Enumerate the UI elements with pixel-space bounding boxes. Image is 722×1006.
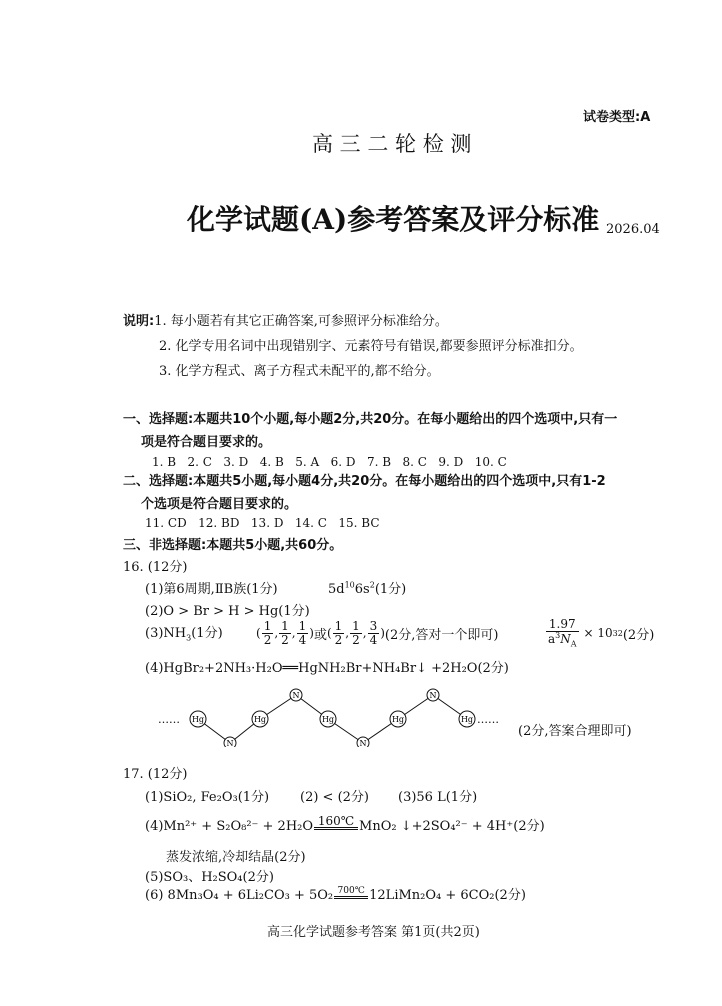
q16-config-part: 5d [328, 582, 345, 597]
numerator: 1 [298, 619, 307, 633]
fraction [333, 620, 345, 646]
density-denominator [546, 632, 579, 649]
n-label: N [226, 739, 234, 747]
q16-chain-note: (2分,答案合理即可) [518, 724, 632, 739]
page-title: 化学试题(A)参考答案及评分标准 [187, 203, 600, 236]
den-a: a [548, 631, 556, 646]
q16-answer-3 [145, 622, 223, 643]
density-numerator: 1.97 [546, 618, 579, 632]
numerator: 3 [369, 619, 378, 633]
denominator: 2 [281, 632, 289, 647]
equals-sign [334, 896, 368, 899]
reaction-condition [314, 815, 358, 834]
denominator: 4 [298, 632, 307, 647]
comma: , [362, 626, 367, 641]
n-label: N [292, 691, 300, 700]
equation-products: MnO₂ ↓+2SO₄²⁻ + 4H⁺(2分) [359, 819, 545, 834]
hg-atom [390, 711, 406, 727]
n-atom [224, 737, 236, 747]
q16-answer-1b [328, 578, 406, 597]
hg-label: Hg [460, 715, 474, 724]
numerator: 1 [352, 619, 360, 633]
den-sub: A [570, 638, 577, 648]
q16-config-part: 6s [354, 582, 370, 597]
numerator: 1 [334, 619, 343, 633]
page-footer: 高三化学试题参考答案 第1页(共2页) [267, 925, 480, 940]
note-item: 2. 化学专用名词中出现错别字、元素符号有错误,都要参照评分标准扣分。 [159, 339, 583, 354]
n-atom [290, 689, 302, 701]
comma: , [345, 626, 350, 641]
q16-nh3: (3)NH [145, 626, 187, 641]
n-label: N [429, 691, 437, 700]
hg-atom [190, 711, 206, 727]
fraction [297, 620, 309, 646]
density-score: (2分) [622, 627, 655, 643]
fraction [279, 620, 291, 646]
section3-heading: 三、非选择题:本题共5小题,共60分。 [123, 538, 343, 553]
q17-answer-4 [145, 815, 545, 834]
q16-nh3-sub: 3 [186, 633, 192, 643]
numerator: 1 [281, 619, 289, 633]
equation-products: 12LiMn₂O₄ + 6CO₂(2分) [369, 888, 526, 903]
note-item: 1. 每小题若有其它正确答案,可参照评分标准给分。 [154, 314, 448, 329]
comma: , [291, 626, 296, 641]
q16-coord-score: (2分,答对一个即可) [384, 627, 499, 643]
hg-atom [320, 711, 336, 727]
n-atom [427, 689, 439, 701]
denominator: 2 [263, 632, 272, 647]
q16-config-score: (1分) [374, 582, 407, 597]
page-subtitle: 高 三 二 轮 检 测 [312, 132, 472, 156]
density-times: × 10 [583, 626, 613, 641]
paren: ) [309, 626, 314, 641]
denominator: 4 [369, 632, 378, 647]
hg-label: Hg [391, 715, 405, 724]
hg-atom [459, 711, 475, 727]
notes-label: 说明: [123, 314, 155, 329]
n-atom [357, 737, 369, 747]
fraction [262, 620, 274, 646]
section1-heading: 一、选择题:本题共10个小题,每小题2分,共20分。在每小题给出的四个选项中,只有一 [123, 412, 618, 427]
n-label: N [359, 739, 367, 747]
section1-heading-cont: 项是符合题目要求的。 [141, 435, 272, 450]
hg-n-chain-diagram [150, 685, 510, 747]
q16-heading: 16. (12分) [123, 560, 188, 575]
reaction-condition [334, 886, 368, 903]
comma: , [274, 626, 279, 641]
equation-reactants: (4)Mn²⁺ + S₂O₈²⁻ + 2H₂O [145, 819, 314, 834]
chain-dots-left: …… [158, 713, 180, 726]
den-n: N [560, 631, 571, 646]
q17-heading: 17. (12分) [123, 767, 188, 782]
hg-label: Hg [321, 715, 335, 724]
notes-line-1 [123, 310, 448, 329]
q17-answer-crystallize: 蒸发浓缩,冷却结晶(2分) [166, 850, 306, 865]
exam-type: 试卷类型:A [583, 110, 651, 125]
q16-config-sup: 10 [344, 580, 355, 590]
denominator: 2 [352, 632, 360, 647]
q16-answer-1a: (1)第6周期,ⅡB族(1分) [145, 582, 278, 597]
q16-answer-2: (2)O > Br > H > Hg(1分) [145, 604, 310, 619]
note-item: 3. 化学方程式、离子方程式未配平的,都不给分。 [159, 364, 440, 379]
q17-answer-1: (1)SiO₂, Fe₂O₃(1分) [145, 790, 270, 805]
hg-atom [252, 711, 268, 727]
density-exp: 32 [612, 628, 623, 638]
q16-nh3-score: (1分) [191, 626, 223, 641]
fraction [350, 620, 362, 646]
density-fraction [546, 618, 579, 648]
condition-text: 700℃ [337, 886, 365, 896]
paren: ( [326, 626, 332, 641]
q16-coordinates [256, 620, 498, 646]
paren: ) [380, 626, 385, 641]
condition-text: 160℃ [317, 814, 355, 828]
equals-sign [314, 827, 358, 830]
hg-label: Hg [191, 715, 205, 724]
equation-reactants: (6) 8Mn₃O₄ + 6Li₂CO₃ + 5O₂ [145, 888, 334, 903]
q16-density [545, 618, 654, 648]
hg-label: Hg [253, 715, 267, 724]
q17-answer-3: (3)56 L(1分) [398, 790, 478, 805]
section2-heading: 二、选择题:本题共5小题,每小题4分,共20分。在每小题给出的四个选项中,只有1-2 [123, 474, 606, 489]
numerator: 1 [263, 619, 272, 633]
paren: ( [256, 626, 261, 641]
q17-answer-6 [145, 884, 526, 903]
q17-answer-5: (5)SO₃、H₂SO₄(2分) [145, 870, 274, 885]
denominator: 2 [334, 632, 343, 647]
chain-dots-right: …… [477, 713, 499, 726]
q16-config-sup: 2 [369, 580, 375, 590]
den-sup: 3 [555, 630, 561, 640]
or-text: 或 [313, 627, 327, 643]
fraction [368, 620, 380, 646]
q17-answer-2: (2) < (2分) [300, 790, 369, 805]
q16-answer-4: (4)HgBr₂+2NH₃·H₂O══HgNH₂Br+NH₄Br↓ +2H₂O(2分) [145, 661, 509, 676]
section2-heading-cont: 个选项是符合题目要求的。 [141, 497, 298, 512]
section2-answers: 11. CD 12. BD 13. D 14. C 15. BC [145, 516, 380, 530]
exam-date: 2026.04 [606, 222, 660, 237]
section1-answers: 1. B 2. C 3. D 4. B 5. A 6. D 7. B 8. C 9. D 10. C [152, 455, 507, 469]
